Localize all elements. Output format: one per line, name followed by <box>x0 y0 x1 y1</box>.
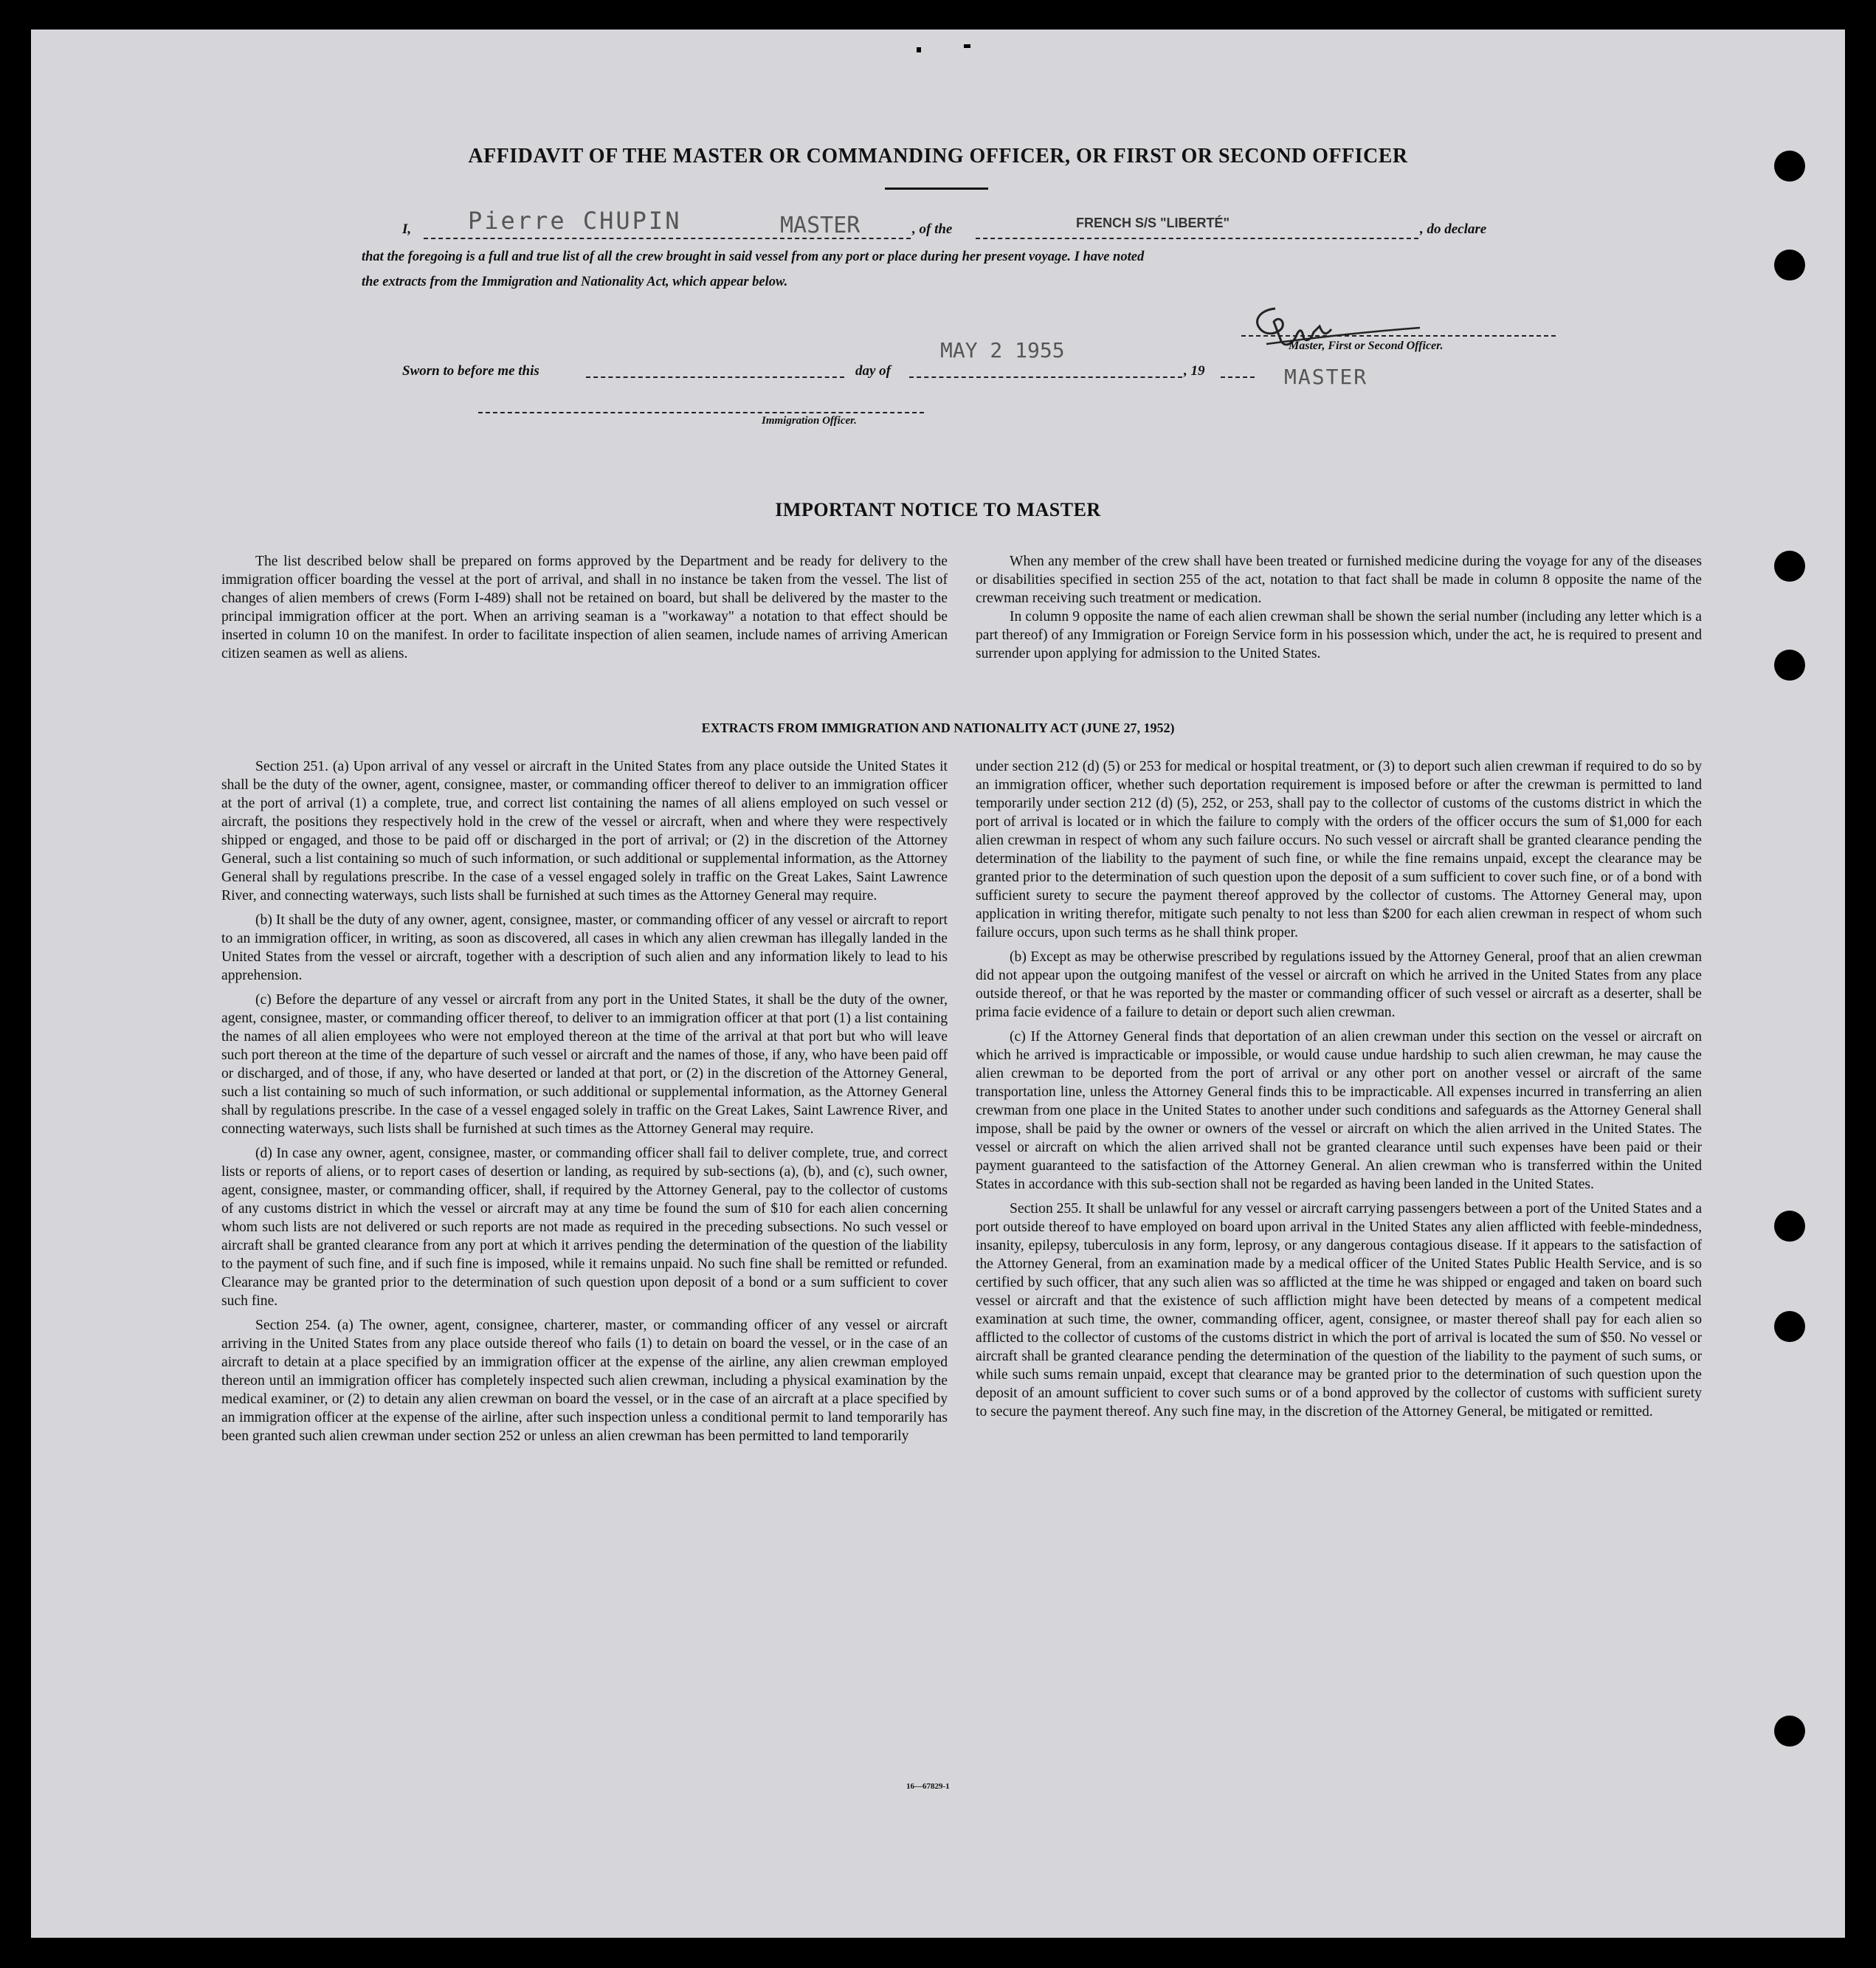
notice-right-column <box>976 552 1702 663</box>
notice-paragraph: In column 9 opposite the name of each alien crewman shall be shown the serial number (including any letter which is a part thereof) of any Immigration or Foreign Service form in his possession which, under the act, he is required to present and surrender upon applying for admission to the United States. <box>976 609 1702 661</box>
affidavit-text-line2: that the foregoing is a full and true list of all the crew brought in said vessel from any port or place during her present voyage. I have noted <box>362 250 1145 264</box>
signature-line <box>1241 335 1556 337</box>
master-stamp: MASTER <box>1284 365 1368 389</box>
vessel-name-value: FRENCH S/S "LIBERTÉ" <box>1076 216 1230 230</box>
punch-hole <box>1774 551 1805 582</box>
affidavit-text-line3: the extracts from the Immigration and Nationality Act, which appear below. <box>362 275 788 289</box>
rank-value: MASTER <box>780 213 861 238</box>
affidavit-title: AFFIDAVIT OF THE MASTER OR COMMANDING OFFICER, OR FIRST OR SECOND OFFICER <box>468 145 1408 168</box>
punch-hole <box>1774 250 1805 281</box>
signature-caption: Master, First or Second Officer. <box>1289 340 1444 352</box>
do-declare-label: , do declare <box>1420 221 1487 237</box>
notice-left-column <box>221 552 948 663</box>
sworn-label: Sworn to before me this <box>402 363 539 379</box>
document-page <box>31 30 1845 1938</box>
section-paragraph: (d) In case any owner, agent, consignee, master, or commanding officer shall fail to deliver complete, true, and correct lists or reports of aliens, or to report cases of desertion or landing, as required by sub-sections (a), (b), and (c), such owner, agent, consignee, master, or commanding officer, shall, if required by the Attorney General, pay to the collector of customs of any customs district in which the vessel or aircraft may at any time be found the sum of $10 for each alien concerning whom such lists are not delivered or such reports are not made as required in the preceding subsections. No such vessel or aircraft shall be granted clearance from any port at which it arrives pending the determination of the question of the liability to the payment of such fine, and if such fine is imposed, while it remains unpaid. No such fine shall be remitted or refunded. Clearance may be granted prior to the determination of such question upon deposit of a bond or a sum sufficient to cover such fine. <box>221 1146 948 1309</box>
master-name-value: Pierre CHUPIN <box>468 207 682 235</box>
sworn-day-line <box>586 376 844 378</box>
notice-title: IMPORTANT NOTICE TO MASTER <box>775 499 1101 520</box>
scan-speck <box>917 47 921 52</box>
extracts-left-column <box>221 757 948 1445</box>
extracts-right-column <box>976 757 1702 1421</box>
year-line <box>1221 376 1255 378</box>
scan-speck <box>964 44 970 48</box>
of-the-label: , of the <box>912 221 953 237</box>
punch-hole <box>1774 650 1805 681</box>
section-paragraph: Section 254. (a) The owner, agent, consignee, charterer, master, or commanding officer of any vessel or aircraft arriving in the United States from any place outside thereof who fails (1) to detain on board the vessel, or in the case of an aircraft to detain at a place specified by an immigration officer at the expense of the airline, any alien crewman employed thereon until an immigration officer has completely inspected such alien crewman, including a physical examination by the medical examiner, or (2) to detain any alien crewman on board the vessel, or in the case of an aircraft at a place specified by an immigration officer at the expense of the airline, after such inspection unless a conditional permit to land temporarily has been granted such alien crewman under section 252 or unless an alien crewman has been permitted to land temporarily <box>221 1318 948 1444</box>
section-paragraph: Section 255. It shall be unlawful for any vessel or aircraft carrying passengers between a port of the United States and a port outside thereof to have employed on board upon arrival in the United States any alien afflicted with feeble-mindedness, insanity, epilepsy, tuberculosis in any form, leprosy, or any dangerous contagious disease. If it appears to the satisfaction of the Attorney General, from an examination made by a medical officer of the United States Public Health Service, and is so certified by such officer, that any such alien was so afflicted at the time he was shipped or engaged and taken on board such vessel or aircraft and that the existence of such affliction might have been detected by means of a competent medical examination at such time, the owner, commanding officer, agent, consignee, or master thereof shall pay for each alien so afflicted to the collector of customs of the customs district in which the port of arrival is located the sum of $50. No vessel or aircraft shall be granted clearance pending the determination of the question of the liability to the payment of such sums, or while such sums remain unpaid, except that clearance may be granted prior to the determination of such question upon the deposit of an amount sufficient to cover such sums or of a bond approved by the collector of customs with sufficient surety to secure the payment thereof. Any such fine may, in the discretion of the Attorney General, be mitigated or remitted. <box>976 1201 1703 1420</box>
punch-hole <box>1774 1211 1805 1242</box>
extracts-title: EXTRACTS FROM IMMIGRATION AND NATIONALITY ACT (JUNE 27, 1952) <box>701 720 1175 735</box>
section-paragraph: (b) It shall be the duty of any owner, agent, consignee, master, or commanding officer of any vessel or aircraft to report to an immigration officer, in writing, as soon as discovered, all cases in which any alien crewman has illegally landed in the United States from the vessel or aircraft, together with a description of such alien and any information likely to lead to his apprehension. <box>221 912 948 983</box>
punch-hole <box>1774 1311 1805 1342</box>
i-label: I, <box>402 221 412 237</box>
form-code: 16—67829-1 <box>906 1782 950 1791</box>
officer-line <box>478 412 924 413</box>
section-paragraph: (c) Before the departure of any vessel or aircraft from any port in the United States, it shall be the duty of the owner, agent, consignee, master, or commanding officer thereof, to deliver to an immigration officer at that port (1) a list containing the names of all alien employees who were not employed thereon at the time of the arrival at that port but who will leave such port thereon at the time of the departure of such vessel or aircraft and the names of those, if any, who have been paid off or discharged, and of those, if any, who have deserted or landed at that port, or (2) in the discretion of the Attorney General, such a list containing so much of such information, or such additional or supplemental information, as the Attorney General shall by regulations prescribe. In the case of a vessel engaged solely in traffic on the Great Lakes, Saint Lawrence River, and connecting waterways, such lists shall be furnished at such times as the Attorney General may require. <box>221 992 948 1137</box>
punch-hole <box>1774 1716 1805 1747</box>
section-paragraph: under section 212 (d) (5) or 253 for medical or hospital treatment, or (3) to deport such alien crewman if required to do so by an immigration officer, whether such deportation requirement is imposed before or after the crewman is permitted to land temporarily under section 212 (d) (5), 252, or 253, shall pay to the collector of customs of the customs district in which the port of arrival is located or in which the failure to comply with the orders of the officer occurs the sum of $1,000 for each alien crewman in respect of whom any such failure occurs. No such vessel or aircraft shall be granted clearance pending the determination of the liability to the payment of such fine, or while the fine remains unpaid, except the clearance may be granted prior to the determination of such question upon the deposit of a sum sufficient to cover such fine, or of a bond with sufficient surety to secure the payment thereof approved by the collector of customs. The Attorney General may, upon application in writing therefor, mitigate such penalty to not less than $200 for each alien crewman in respect of whom such failure occurs, upon such terms as he shall think proper. <box>976 759 1702 940</box>
section-paragraph: Section 251. (a) Upon arrival of any vessel or aircraft in the United States from any place outside the United States it shall be the duty of the owner, agent, consignee, master, or commanding officer thereof to deliver to an immigration officer at the port of arrival (1) a complete, true, and correct list containing the names of all aliens employed on such vessel or aircraft, the positions they respectively hold in the crew of the vessel or aircraft, when and where they were respectively shipped or engaged, and those to be paid off or discharged in the port of arrival; or (2) in the discretion of the Attorney General, such a list containing so much of such information, or such additional or supplemental information, as the Attorney General shall by regulations prescribe. In the case of a vessel engaged solely in traffic on the Great Lakes, Saint Lawrence River, and connecting waterways, such lists shall be furnished at such times as the Attorney General may require. <box>221 759 948 904</box>
vessel-line <box>976 238 1418 239</box>
notice-paragraph: The list described below shall be prepared on forms approved by the Department and be ready for delivery to the immigration officer boarding the vessel at the port of arrival, and shall in no instance be taken from the vessel. The list of changes of alien members of crews (Form I-489) shall not be retained on board, but shall be delivered by the master to the principal immigration officer at the port. When an arriving seaman is a "workaway" a notation to that effect should be inserted in column 10 on the manifest. In order to facilitate inspection of alien seamen, include names of arriving American citizen seamen as well as aliens. <box>221 554 948 661</box>
title-rule <box>885 187 988 190</box>
notice-paragraph: When any member of the crew shall have been treated or furnished medicine during the voyage for any of the diseases or disabilities specified in section 255 of the act, notation to that fact shall be made in column 8 opposite the name of the crewman receiving such treatment or medication. <box>976 554 1702 606</box>
sworn-date-value: MAY 2 1955 <box>940 338 1065 362</box>
section-paragraph: (c) If the Attorney General finds that deportation of an alien crewman under this section on the vessel or aircraft on which he arrived is impracticable or impossible, or would cause undue hardship to such alien crewman, he may cause the alien crewman to be deported from the port of arrival or any other port on another vessel or aircraft of the same transportation line, unless the Attorney General finds this to be impracticable. All expenses incurred in transferring an alien crewman from one place in the United States to another under such conditions and safeguards as the Attorney General shall impose, shall be paid by the owner or owners of the vessel or aircraft on which the alien arrived in the United States. The vessel or aircraft on which the alien arrived shall not be granted clearance until such expenses have been paid or their payment guaranteed to the satisfaction of the Attorney General. An alien crewman who is transferred within the United States in accordance with this sub-section shall not be regarded as having been landed in the United States. <box>976 1029 1702 1192</box>
sworn-month-line <box>909 376 1182 378</box>
day-of-label: day of <box>855 363 892 379</box>
section-paragraph: (b) Except as may be otherwise prescribed by regulations issued by the Attorney General, proof that an alien crewman did not appear upon the outgoing manifest of the vessel or aircraft on which he arrived in the United States from any place outside thereof, or that he was reported by the master or commanding officer of such vessel or aircraft as a deserter, shall be prima facie evidence of a failure to detain or deport such alien crewman. <box>976 949 1702 1020</box>
year-label: , 19 <box>1184 363 1205 379</box>
officer-caption: Immigration Officer. <box>762 415 857 427</box>
